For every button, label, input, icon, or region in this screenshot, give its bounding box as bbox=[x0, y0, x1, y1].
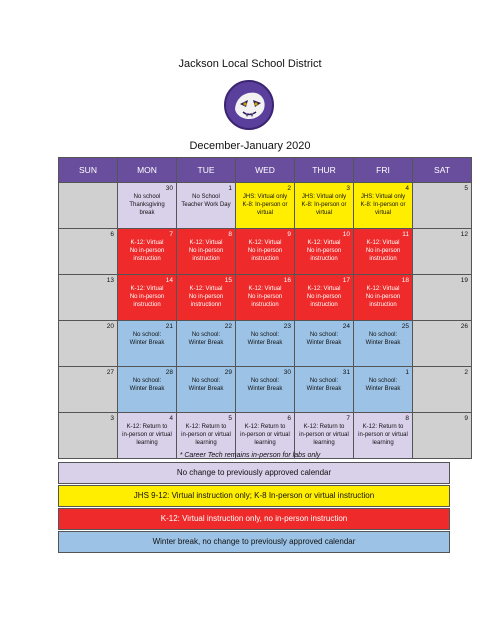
day-note: No school: Winter Break bbox=[247, 332, 283, 346]
day-number: 12 bbox=[460, 231, 468, 238]
calendar-day-cell bbox=[118, 183, 177, 229]
day-note: No school: Winter Break bbox=[365, 332, 401, 346]
day-note: K-12: Return to in-person or virtual learning bbox=[181, 424, 231, 446]
calendar-day-cell bbox=[177, 275, 236, 321]
day-number: 7 bbox=[169, 231, 173, 238]
day-number: 25 bbox=[401, 323, 409, 330]
day-note: K-12: Virtual No in-person instruction bbox=[247, 286, 283, 308]
calendar-day-cell bbox=[295, 321, 354, 367]
day-note: JHS: Virtual only K-8: In-person or virtual bbox=[242, 194, 288, 216]
day-number: 3 bbox=[346, 185, 350, 192]
day-note: No school Thanksgiving break bbox=[129, 194, 165, 216]
calendar-week-row bbox=[59, 183, 472, 229]
day-note: K-12: Virtual No in-person instructionn bbox=[188, 286, 224, 308]
day-number: 9 bbox=[287, 231, 291, 238]
day-note: No school: Winter Break bbox=[247, 378, 283, 392]
calendar-day-cell bbox=[236, 367, 295, 413]
day-note: K-12: Virtual No in-person instruction bbox=[129, 286, 165, 308]
calendar-week-row bbox=[59, 229, 472, 275]
day-note: K-12: Return to in-person or virtual learning bbox=[122, 424, 172, 446]
calendar-day-cell bbox=[177, 229, 236, 275]
calendar-day-cell bbox=[236, 229, 295, 275]
calendar-day-cell bbox=[59, 183, 118, 229]
day-note: No school: Winter Break bbox=[129, 332, 165, 346]
day-number: 2 bbox=[287, 185, 291, 192]
calendar-day-cell bbox=[118, 229, 177, 275]
day-number: 10 bbox=[342, 231, 350, 238]
calendar-subtitle: December-January 2020 bbox=[189, 140, 311, 152]
weekday-header: SUN bbox=[59, 158, 118, 183]
day-note: No school: Winter Break bbox=[188, 332, 224, 346]
day-number: 23 bbox=[283, 323, 291, 330]
day-number: 17 bbox=[342, 277, 350, 284]
calendar-day-cell bbox=[295, 229, 354, 275]
day-note: K-12: Virtual No in-person instruction bbox=[247, 240, 283, 262]
calendar-day-cell bbox=[354, 183, 413, 229]
day-number: 4 bbox=[169, 415, 173, 422]
calendar-day-cell bbox=[59, 367, 118, 413]
day-note: No school: Winter Break bbox=[306, 332, 342, 346]
day-number: 5 bbox=[228, 415, 232, 422]
weekday-header: THUR bbox=[295, 158, 354, 183]
day-number: 30 bbox=[283, 369, 291, 376]
calendar-day-cell bbox=[413, 367, 472, 413]
day-number: 15 bbox=[224, 277, 232, 284]
day-note: K-12: Return to in-person or virtual learning bbox=[358, 424, 408, 446]
day-note: K-12: Virtual No in-person instruction bbox=[365, 286, 401, 308]
calendar-day-cell bbox=[413, 321, 472, 367]
legend-item: Winter break, no change to previously approved calendar bbox=[58, 531, 450, 553]
day-number: 5 bbox=[464, 185, 468, 192]
calendar-day-cell bbox=[295, 183, 354, 229]
day-number: 26 bbox=[460, 323, 468, 330]
district-title: Jackson Local School District bbox=[178, 58, 322, 70]
calendar-week-row bbox=[59, 367, 472, 413]
day-note: No school: Winter Break bbox=[188, 378, 224, 392]
calendar-week-row bbox=[59, 275, 472, 321]
day-number: 30 bbox=[165, 185, 173, 192]
day-note: K-12: Return to in-person or virtual learning bbox=[240, 424, 290, 446]
calendar-day-cell bbox=[413, 275, 472, 321]
day-note: K-12: Virtual No in-person instruction bbox=[365, 240, 401, 262]
school-logo bbox=[224, 80, 274, 130]
calendar-table bbox=[58, 157, 472, 459]
calendar-day-cell bbox=[236, 183, 295, 229]
day-note: K-12: Virtual No in-person instruction bbox=[188, 240, 224, 262]
day-number: 22 bbox=[224, 323, 232, 330]
day-number: 9 bbox=[464, 415, 468, 422]
calendar-day-cell bbox=[177, 321, 236, 367]
day-number: 4 bbox=[405, 185, 409, 192]
calendar-day-cell bbox=[118, 367, 177, 413]
footnote: * Career Tech remains in-person for labs only bbox=[179, 452, 321, 459]
day-note: K-12: Virtual No in-person instruction bbox=[129, 240, 165, 262]
mascot-icon bbox=[226, 82, 272, 128]
day-number: 20 bbox=[106, 323, 114, 330]
calendar-body bbox=[59, 183, 472, 459]
weekday-header-row bbox=[59, 158, 472, 183]
calendar-day-cell bbox=[354, 229, 413, 275]
day-note: K-12: Return to in-person or virtual learning bbox=[299, 424, 349, 446]
day-number: 11 bbox=[402, 231, 409, 238]
calendar-day-cell bbox=[59, 275, 118, 321]
day-number: 3 bbox=[110, 415, 114, 422]
weekday-header: MON bbox=[118, 158, 177, 183]
day-number: 8 bbox=[228, 231, 232, 238]
day-number: 21 bbox=[165, 323, 173, 330]
day-number: 1 bbox=[228, 185, 232, 192]
day-number: 1 bbox=[405, 369, 409, 376]
day-note: JHS: Virtual only K-8: In-person or virtual bbox=[360, 194, 406, 216]
day-note: No School Teacher Work Day bbox=[181, 194, 231, 208]
day-number: 8 bbox=[405, 415, 409, 422]
day-number: 13 bbox=[106, 277, 114, 284]
day-number: 19 bbox=[460, 277, 468, 284]
day-note: K-12: Virtual No in-person instruction bbox=[306, 286, 342, 308]
calendar-day-cell bbox=[413, 229, 472, 275]
calendar-day-cell bbox=[295, 367, 354, 413]
calendar-week-row bbox=[59, 321, 472, 367]
day-number: 14 bbox=[165, 277, 173, 284]
calendar-day-cell bbox=[354, 275, 413, 321]
day-number: 2 bbox=[464, 369, 468, 376]
day-note: No school: Winter Break bbox=[129, 378, 165, 392]
day-number: 7 bbox=[346, 415, 350, 422]
calendar-day-cell bbox=[354, 321, 413, 367]
day-number: 6 bbox=[287, 415, 291, 422]
day-note: No school: Winter Break bbox=[365, 378, 401, 392]
legend-item: JHS 9-12: Virtual instruction only; K-8 In-person or virtual instruction bbox=[58, 485, 450, 507]
calendar-day-cell bbox=[59, 321, 118, 367]
day-number: 16 bbox=[283, 277, 291, 284]
day-number: 29 bbox=[224, 369, 232, 376]
calendar-day-cell bbox=[236, 321, 295, 367]
calendar-day-cell bbox=[295, 275, 354, 321]
calendar-day-cell bbox=[354, 367, 413, 413]
day-note: JHS: Virtual only K-8: In-person or virtual bbox=[301, 194, 347, 216]
calendar-day-cell bbox=[118, 275, 177, 321]
day-number: 6 bbox=[110, 231, 114, 238]
weekday-header: WED bbox=[236, 158, 295, 183]
weekday-header: TUE bbox=[177, 158, 236, 183]
day-number: 27 bbox=[106, 369, 114, 376]
legend-item: K-12: Virtual instruction only, no in-person instruction bbox=[58, 508, 450, 530]
day-note: No school: Winter Break bbox=[306, 378, 342, 392]
day-number: 18 bbox=[401, 277, 409, 284]
calendar-day-cell bbox=[177, 367, 236, 413]
calendar-day-cell bbox=[236, 275, 295, 321]
day-note: K-12: Virtual No in-person instruction bbox=[306, 240, 342, 262]
legend-item: No change to previously approved calendar bbox=[58, 462, 450, 484]
weekday-header: FRI bbox=[354, 158, 413, 183]
calendar-day-cell bbox=[177, 183, 236, 229]
calendar-day-cell bbox=[59, 229, 118, 275]
day-number: 28 bbox=[165, 369, 173, 376]
day-number: 31 bbox=[342, 369, 350, 376]
calendar-day-cell bbox=[413, 183, 472, 229]
calendar-day-cell bbox=[118, 321, 177, 367]
day-number: 24 bbox=[342, 323, 350, 330]
weekday-header: SAT bbox=[413, 158, 472, 183]
